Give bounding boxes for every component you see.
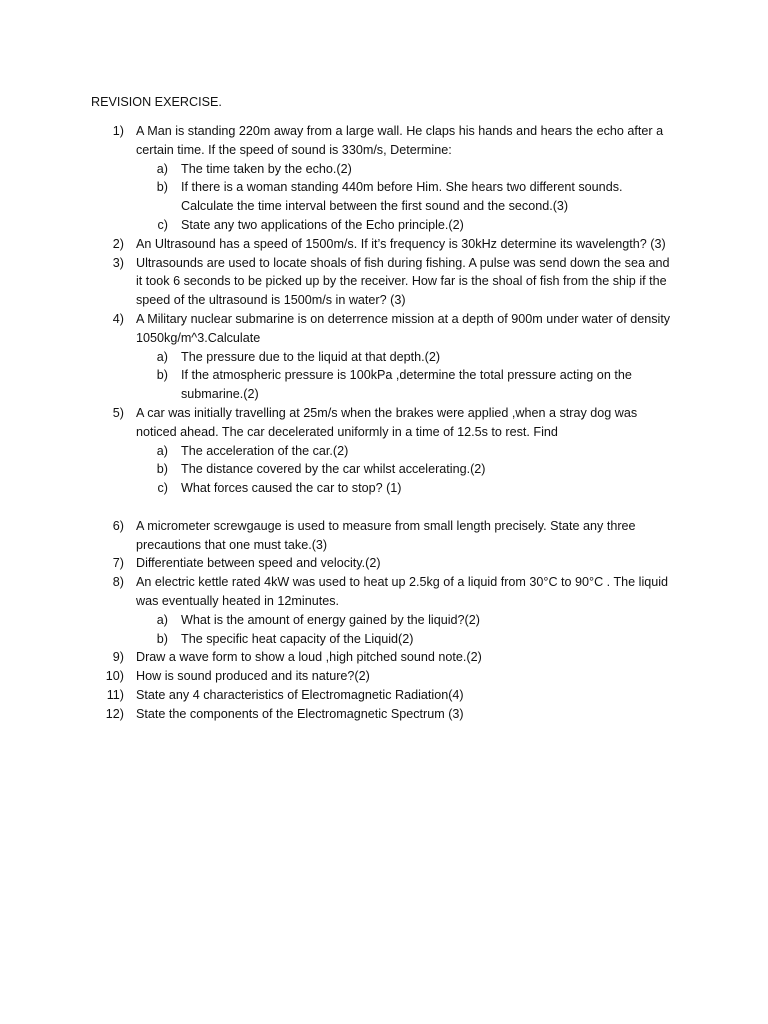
question-11 — [0, 686, 672, 705]
sub-question-text: If there is a woman standing 440m before Him. She hears two different sounds. Calculate the time interval between the first sound and the second.(3) — [181, 180, 623, 214]
question-number: 8) — [112, 575, 124, 590]
question-1 — [0, 122, 672, 235]
sub-question-letter: a) — [156, 612, 168, 627]
question-number: 2) — [112, 236, 124, 251]
question-text: Differentiate between speed and velocity.(2) — [136, 556, 381, 571]
sub-question-letter: c) — [157, 481, 168, 496]
sub-question — [0, 630, 673, 649]
question-text: A Military nuclear submarine is on deterrence mission at a depth of 900m under water of density 1050kg/m^3.Calculate — [136, 311, 671, 345]
sub-question-letter: b) — [156, 462, 168, 477]
sub-question-letter: b) — [156, 180, 168, 195]
sub-question-letter: a) — [156, 161, 168, 176]
sub-question — [0, 348, 673, 367]
question-5 — [0, 404, 672, 498]
question-9 — [0, 648, 672, 667]
question-text: An Ultrasound has a speed of 1500m/s. If it’s frequency is 30kHz determine its wavelength? (3) — [136, 236, 666, 251]
sub-question-list — [136, 611, 672, 649]
sub-question-list — [136, 160, 672, 235]
question-text: An electric kettle rated 4kW was used to heat up 2.5kg of a liquid from 30°C to 90°C . The liquid was eventually heated in 12minutes. — [136, 575, 669, 608]
question-text: A car was initially travelling at 25m/s when the brakes were applied ,when a stray dog was noticed ahead. The car decelerated uniformly in a time of 12.5s to rest. Find — [136, 405, 638, 439]
sub-question — [0, 160, 673, 179]
question-text: A Man is standing 220m away from a large wall. He claps his hands and hears the echo after a certain time. If the speed of sound is 330m/s, Determine: — [136, 124, 664, 157]
sub-question — [0, 216, 673, 235]
sub-question-letter: b) — [156, 631, 168, 646]
sub-question-list — [136, 348, 672, 404]
blank-line — [0, 498, 768, 517]
question-2 — [0, 235, 672, 254]
sub-question — [0, 178, 673, 216]
document-title: REVISION EXERCISE. — [91, 95, 222, 109]
sub-question — [0, 460, 673, 479]
question-10 — [0, 667, 672, 686]
question-number: 5) — [112, 405, 124, 420]
question-number: 1) — [112, 124, 124, 138]
question-text: A micrometer screwgauge is used to measure from small length precisely. State any three precautions that one must take.(3) — [136, 518, 636, 552]
question-6 — [0, 517, 672, 555]
sub-question-text: The time taken by the echo.(2) — [181, 161, 352, 176]
question-text: Draw a wave form to show a loud ,high pitched sound note.(2) — [136, 650, 482, 665]
question-number: 9) — [112, 650, 124, 665]
question-number: 4) — [112, 311, 124, 326]
sub-question — [0, 611, 673, 630]
question-number: 6) — [112, 518, 124, 533]
sub-question-letter: c) — [157, 217, 168, 232]
question-4 — [0, 310, 672, 404]
sub-question — [0, 442, 673, 461]
question-text: State the components of the Electromagnetic Spectrum (3) — [136, 706, 464, 721]
question-8 — [0, 573, 672, 648]
sub-question-text: What forces caused the car to stop? (1) — [181, 481, 402, 496]
sub-question-letter: a) — [156, 443, 168, 458]
question-text: State any 4 characteristics of Electromagnetic Radiation(4) — [136, 687, 464, 702]
question-3 — [0, 254, 672, 310]
question-number: 3) — [112, 255, 124, 270]
sub-question-letter: a) — [156, 349, 168, 364]
sub-question-text: The specific heat capacity of the Liquid(2) — [181, 631, 414, 646]
sub-question-text: What is the amount of energy gained by the liquid?(2) — [181, 612, 480, 627]
sub-question-text: The acceleration of the car.(2) — [181, 443, 349, 458]
question-number: 7) — [112, 556, 124, 571]
question-number: 12) — [105, 706, 124, 721]
sub-question-letter: b) — [156, 368, 168, 383]
question-12 — [0, 705, 672, 724]
sub-question-text: The distance covered by the car whilst accelerating.(2) — [181, 462, 486, 477]
sub-question — [0, 366, 673, 404]
question-number: 10) — [105, 669, 124, 684]
sub-question — [0, 479, 673, 498]
question-text: How is sound produced and its nature?(2) — [136, 669, 370, 684]
question-number: 11) — [106, 687, 124, 702]
sub-question-text: If the atmospheric pressure is 100kPa ,determine the total pressure acting on the submarine.(2) — [181, 368, 632, 402]
question-text: Ultrasounds are used to locate shoals of fish during fishing. A pulse was send down the sea and it took 6 seconds to be picked up by the receiver. How far is the shoal of fish from the ship if the speed of the ultrasound is 1500m/s in water? (3) — [136, 255, 670, 308]
sub-question-text: State any two applications of the Echo principle.(2) — [181, 217, 464, 232]
question-7 — [0, 554, 672, 573]
sub-question-list — [136, 442, 672, 498]
question-list — [0, 122, 768, 724]
sub-question-text: The pressure due to the liquid at that depth.(2) — [181, 349, 441, 364]
